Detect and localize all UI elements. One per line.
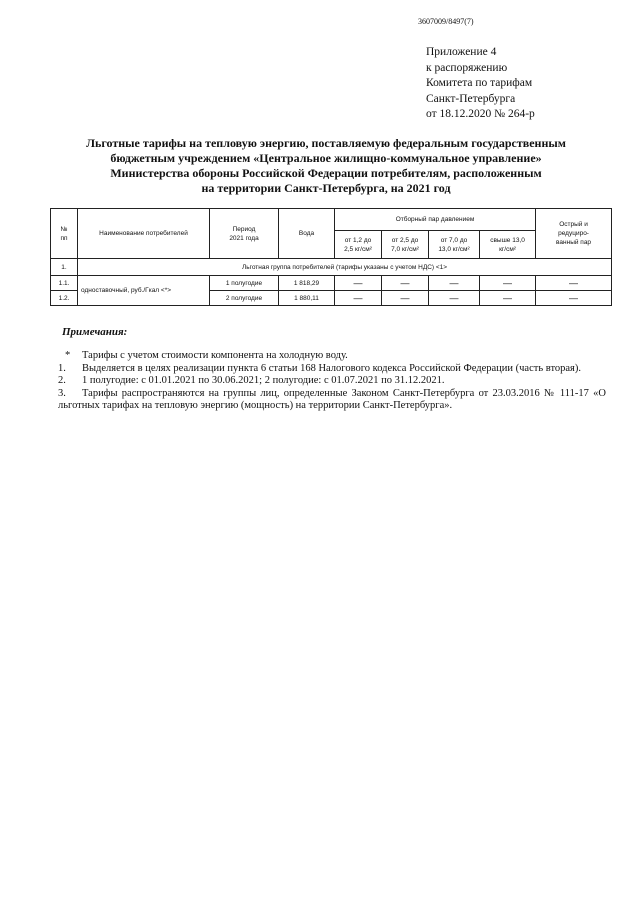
row-num: 1.1. [51, 276, 78, 291]
note-item [58, 363, 606, 376]
row-pressure-2: — [382, 291, 429, 306]
row-pressure-3: — [429, 291, 480, 306]
title-line: Льготные тарифы на тепловую энергию, поставляемую федеральным государственным [86, 136, 566, 150]
notes-list [58, 350, 606, 413]
note-item [58, 350, 606, 363]
header-steam: Отборный пар давлением [335, 209, 536, 231]
row-sharp-steam: — [536, 276, 612, 291]
row-water-tariff: 1 880,11 [279, 291, 335, 306]
header-pressure-3: от 7,0 до 13,0 кг/см² [429, 231, 480, 259]
title-line: бюджетным учреждением «Центральное жилищно-коммунальное управление» [110, 151, 542, 165]
notes-heading: Примечания: [62, 326, 128, 338]
row-pressure-2: — [382, 276, 429, 291]
row-pressure-4: — [480, 291, 536, 306]
note-text: 1 полугодие: с 01.01.2021 по 30.06.2021; 2 полугодие: с 01.07.2021 по 31.12.2021. [82, 375, 445, 386]
group-label: Льготная группа потребителей (тарифы указаны с учетом НДС) <1> [78, 259, 612, 276]
appendix-line: к распоряжению [426, 61, 508, 74]
row-pressure-4: — [480, 276, 536, 291]
header-period: Период 2021 года [210, 209, 279, 259]
group-num: 1. [51, 259, 78, 276]
header-pressure-2: от 2,5 до 7,0 кг/см² [382, 231, 429, 259]
table-row-group [51, 259, 612, 276]
title-line: на территории Санкт-Петербурга, на 2021 год [201, 181, 451, 195]
header-water: Вода [279, 209, 335, 259]
row-pressure-1: — [335, 291, 382, 306]
note-marker: * [65, 350, 71, 361]
note-item [58, 375, 606, 388]
note-item [58, 388, 606, 413]
table-row [51, 276, 612, 291]
appendix-line: Санкт-Петербурга [426, 92, 516, 105]
title-line: Министерства обороны Российской Федерации потребителям, расположенным [110, 166, 542, 180]
appendix-line: от 18.12.2020 № 264-р [426, 108, 535, 120]
row-pressure-3: — [429, 276, 480, 291]
note-text: Тарифы распространяются на группы лиц, определенные Законом Санкт-Петербурга от 23.03.2016 № 111-17 «О льготных тарифах на тепловую энергию (мощность) на территории Санкт-Петербурга». [58, 387, 606, 411]
appendix-block [426, 45, 535, 123]
row-water-tariff: 1 818,29 [279, 276, 335, 291]
header-sharp-steam: Острый и редуциро- ванный пар [536, 209, 612, 259]
document-number: 3607009/8497(7) [418, 17, 474, 26]
row-sharp-steam: — [536, 291, 612, 306]
header-pressure-1: от 1,2 до 2,5 кг/см² [335, 231, 382, 259]
consumer-cell: одноставочный, руб./Гкал <*> [78, 276, 210, 306]
header-num: № пп [51, 209, 78, 259]
header-pressure-4: свыше 13,0 кг/см² [480, 231, 536, 259]
note-marker: 2. [58, 375, 66, 386]
note-text: Тарифы с учетом стоимости компонента на холодную воду. [82, 350, 348, 361]
header-name: Наименование потребителей [78, 209, 210, 259]
note-marker: 1. [58, 362, 66, 374]
row-num: 1.2. [51, 291, 78, 306]
document-title [50, 136, 602, 196]
tariff-table [50, 208, 612, 306]
row-period: 1 полугодие [210, 276, 279, 291]
appendix-line: Приложение 4 [426, 46, 497, 58]
row-pressure-1: — [335, 276, 382, 291]
appendix-line: Комитета по тарифам [426, 77, 533, 89]
note-text: Выделяется в целях реализации пункта 6 статьи 168 Налогового кодекса Российской Федерации (часть вторая). [82, 362, 582, 374]
note-marker: 3. [58, 387, 66, 399]
row-period: 2 полугодие [210, 291, 279, 306]
